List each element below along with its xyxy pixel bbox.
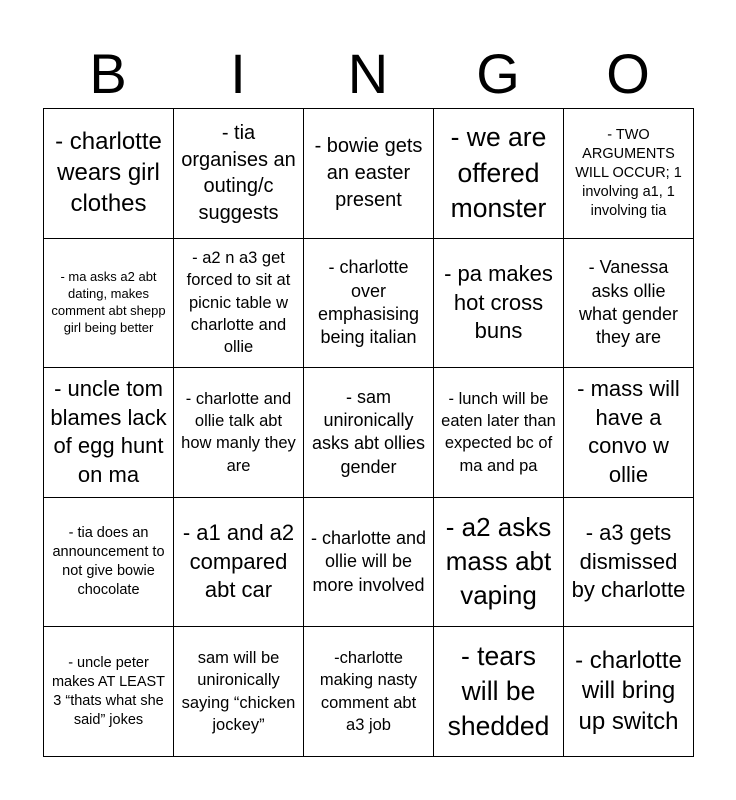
bingo-row: [44, 368, 694, 498]
bingo-cell[interactable]: - charlotte over emphasising being italian: [304, 238, 434, 368]
bingo-cell[interactable]: - tia does an announcement to not give bowie chocolate: [44, 497, 174, 627]
bingo-cell[interactable]: - uncle peter makes AT LEAST 3 “thats what she said” jokes: [44, 627, 174, 757]
bingo-cell[interactable]: - tears will be shedded: [434, 627, 564, 757]
bingo-row: [44, 109, 694, 239]
bingo-cell[interactable]: - charlotte and ollie will be more involved: [304, 497, 434, 627]
bingo-cell[interactable]: - a3 gets dismissed by charlotte: [564, 497, 694, 627]
header-letter-g: G: [476, 42, 520, 105]
bingo-row: [44, 627, 694, 757]
bingo-cell[interactable]: - a2 n a3 get forced to sit at picnic table w charlotte and ollie: [174, 238, 304, 368]
bingo-cell[interactable]: - bowie gets an easter present: [304, 109, 434, 239]
bingo-cell[interactable]: - Vanessa asks ollie what gender they are: [564, 238, 694, 368]
bingo-cell[interactable]: - ma asks a2 abt dating, makes comment abt shepp girl being better: [44, 238, 174, 368]
bingo-cell[interactable]: sam will be unironically saying “chicken jockey”: [174, 627, 304, 757]
header-letter-o: O: [606, 42, 650, 105]
bingo-cell[interactable]: - charlotte wears girl clothes: [44, 109, 174, 239]
bingo-cell[interactable]: - sam unironically asks abt ollies gender: [304, 368, 434, 498]
bingo-cell[interactable]: - tia organises an outing/c suggests: [174, 109, 304, 239]
bingo-cell[interactable]: - lunch will be eaten later than expected bc of ma and pa: [434, 368, 564, 498]
header-letter-n: N: [347, 42, 389, 105]
bingo-cell[interactable]: - TWO ARGUMENTS WILL OCCUR; 1 involving a1, 1 involving tia: [564, 109, 694, 239]
bingo-cell[interactable]: - charlotte and ollie talk abt how manly they are: [174, 368, 304, 498]
bingo-cell[interactable]: - pa makes hot cross buns: [434, 238, 564, 368]
header-letter-i: I: [230, 42, 246, 105]
bingo-row: [44, 238, 694, 368]
bingo-cell[interactable]: - uncle tom blames lack of egg hunt on ma: [44, 368, 174, 498]
header-letter-b: B: [89, 42, 127, 105]
bingo-cell[interactable]: - mass will have a convo w ollie: [564, 368, 694, 498]
bingo-card-grid: [43, 108, 694, 757]
bingo-header: [43, 40, 693, 108]
bingo-cell[interactable]: - we are offered monster: [434, 109, 564, 239]
bingo-row: [44, 497, 694, 627]
bingo-cell[interactable]: -charlotte making nasty comment abt a3 job: [304, 627, 434, 757]
bingo-cell[interactable]: - a1 and a2 compared abt car: [174, 497, 304, 627]
bingo-cell[interactable]: - a2 asks mass abt vaping: [434, 497, 564, 627]
bingo-cell[interactable]: - charlotte will bring up switch: [564, 627, 694, 757]
